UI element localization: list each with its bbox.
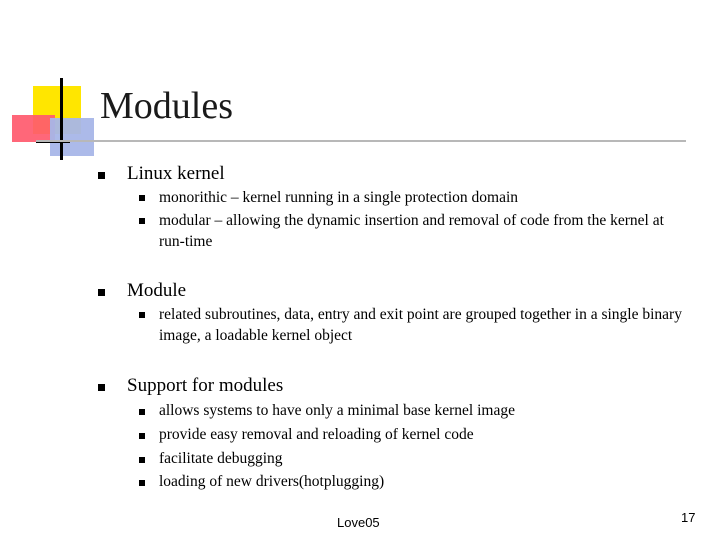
bullet-square-icon (139, 457, 145, 463)
list-item: loading of new drivers(hotplugging) (159, 473, 385, 490)
title-underline-rule (36, 140, 686, 142)
bullet-square-icon (139, 480, 145, 486)
list-item: provide easy removal and reloading of kernel code (159, 426, 474, 443)
page-number: 17 (681, 510, 696, 525)
list-item: monorithic – kernel running in a single protection domain (159, 189, 519, 206)
section-heading-module: Module (127, 280, 187, 301)
bullet-square-icon (139, 195, 145, 201)
bullet-square-icon (139, 433, 145, 439)
title-ornament-red-block (12, 115, 55, 142)
bullet-square-icon (98, 384, 105, 391)
list-item: allows systems to have only a minimal base kernel image (159, 402, 515, 419)
bullet-square-icon (139, 218, 145, 224)
title-ornament-vertical-line (60, 78, 63, 160)
slide-title: Modules (100, 85, 233, 127)
list-item: related subroutines, data, entry and exit point are grouped together in a single binary image, a loadable kernel object (159, 306, 682, 344)
footer-text: Love05 (337, 515, 380, 530)
section-heading-support-for-modules: Support for modules (127, 375, 284, 396)
title-ornament-blue-square (50, 118, 94, 156)
list-item: modular – allowing the dynamic insertion and removal of code from the kernel at run-time (159, 212, 664, 250)
section-heading-linux-kernel: Linux kernel (127, 163, 225, 184)
bullet-square-icon (139, 312, 145, 318)
list-item: facilitate debugging (159, 450, 283, 467)
bullet-square-icon (98, 172, 105, 179)
bullet-square-icon (98, 289, 105, 296)
bullet-square-icon (139, 409, 145, 415)
